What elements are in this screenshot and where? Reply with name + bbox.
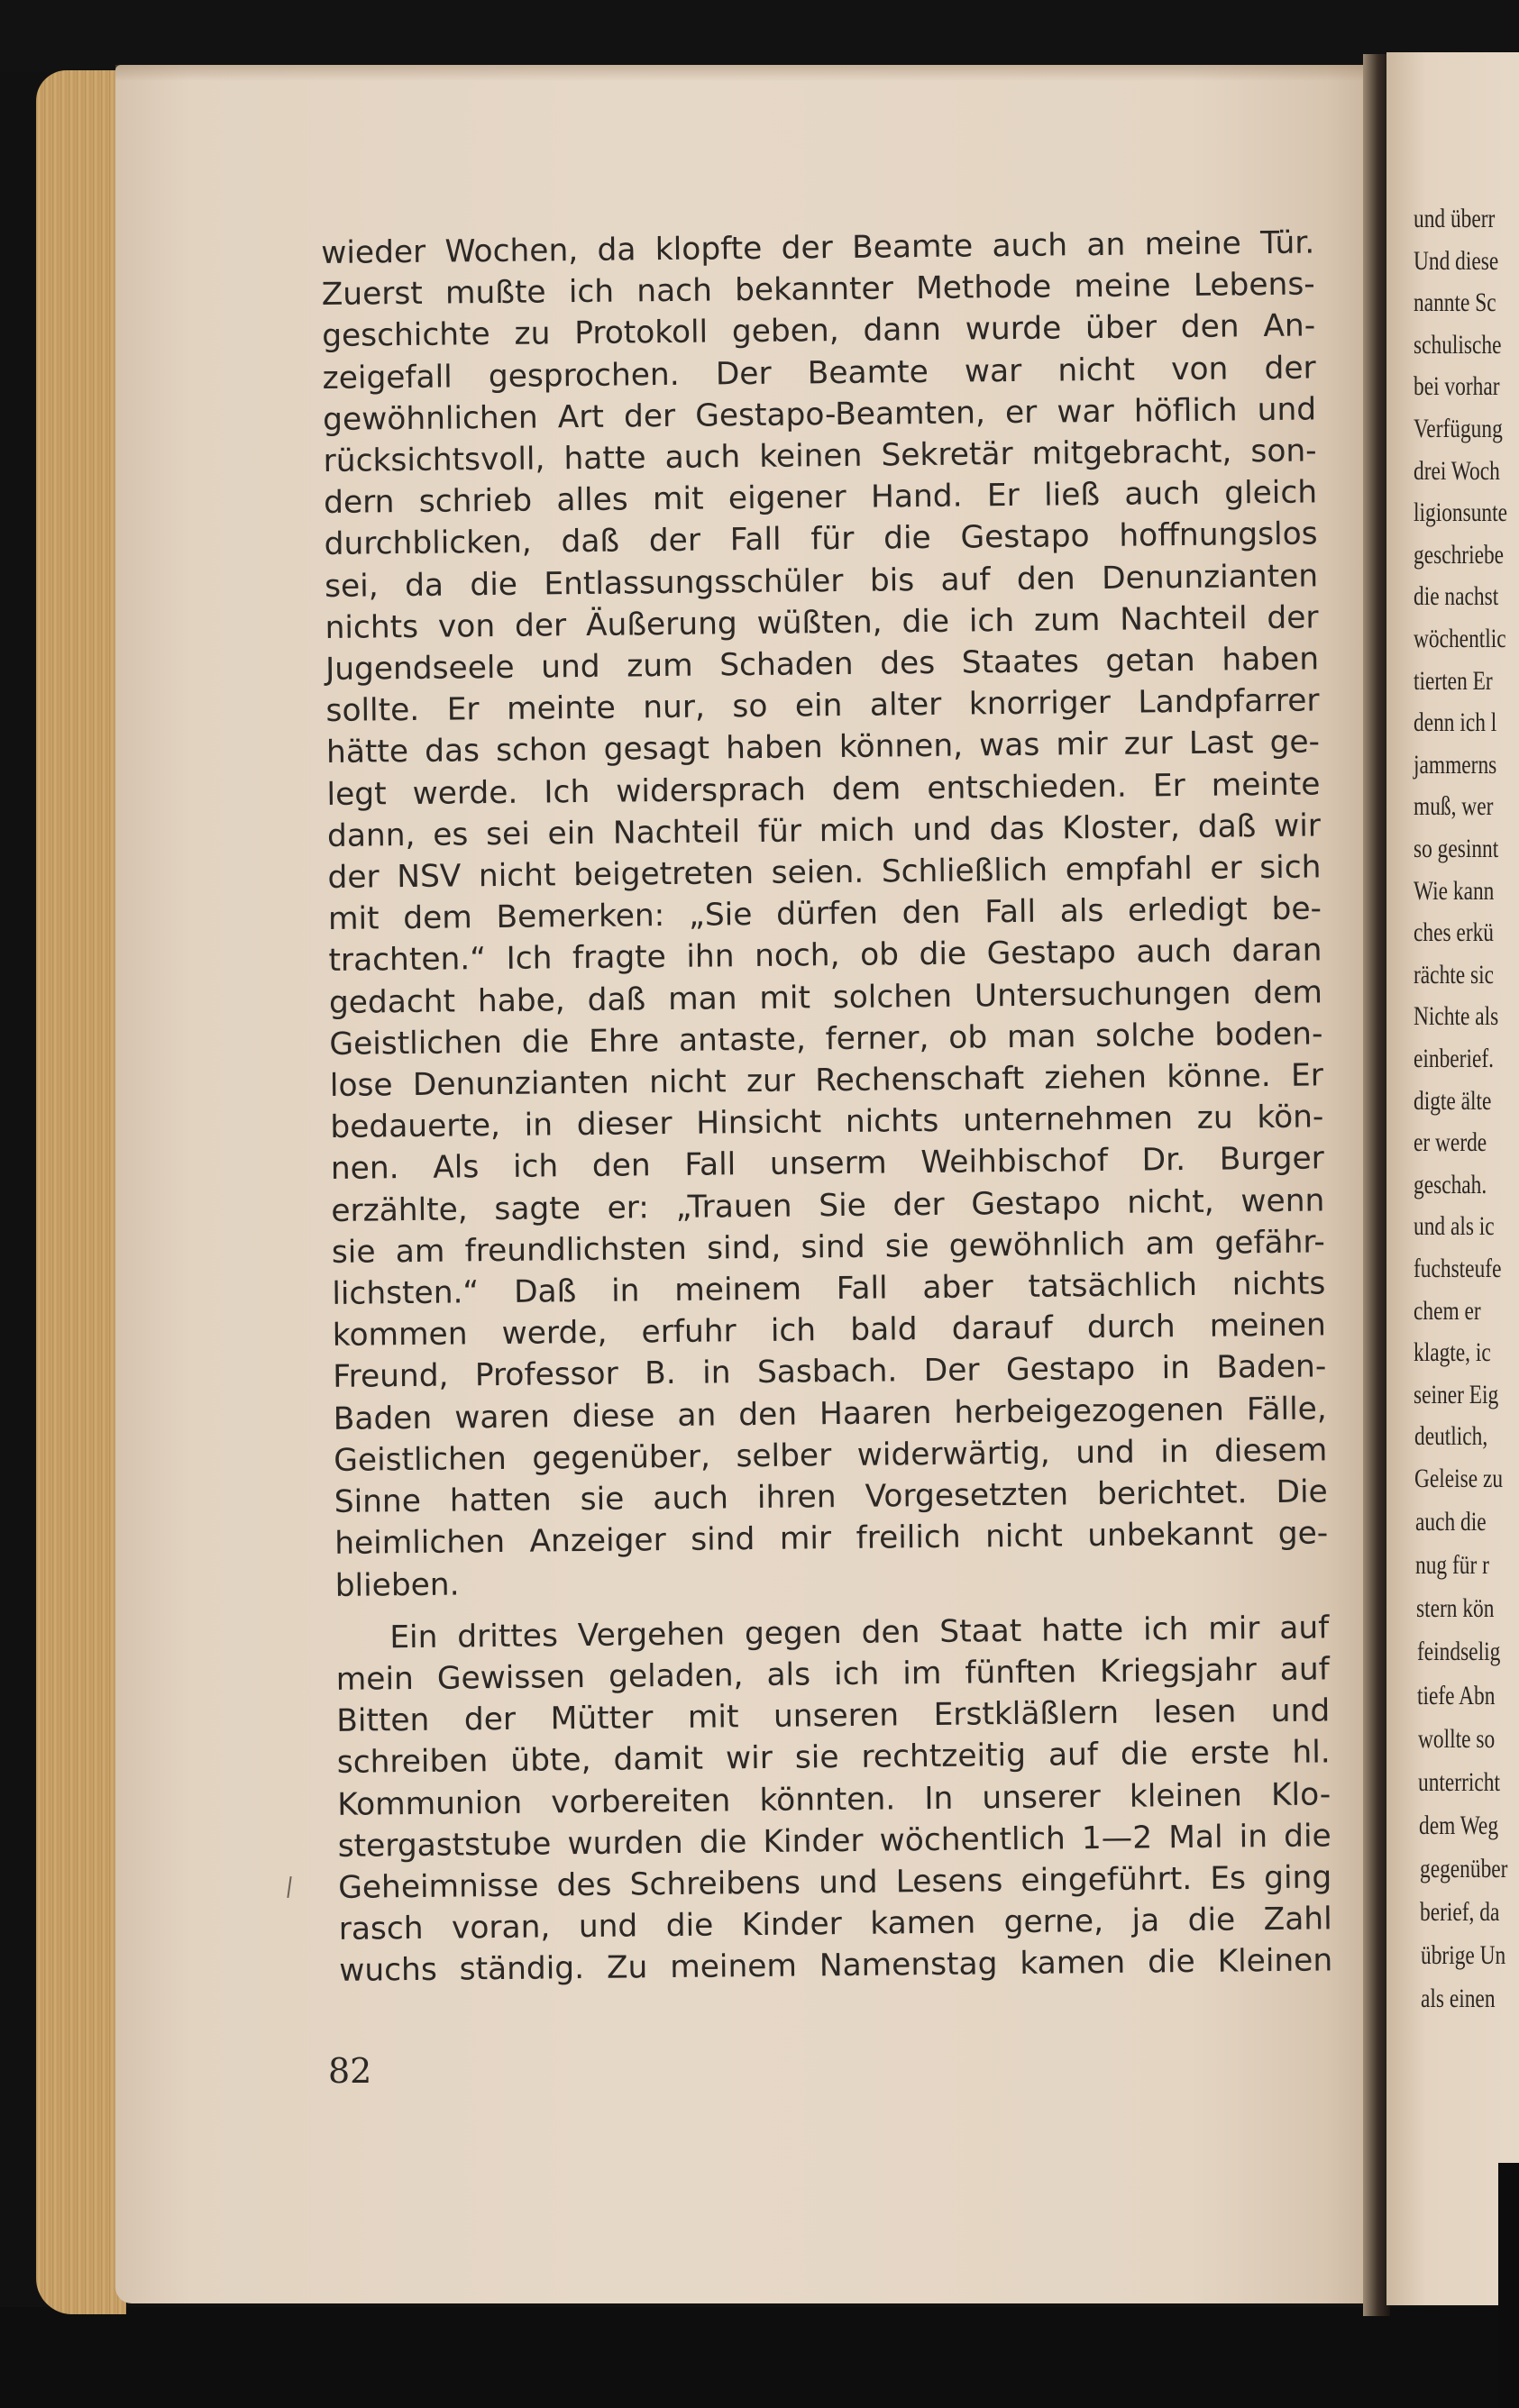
text-line: Baden waren diese an den Haaren herbeigezogenen Fälle, <box>333 1391 1327 1437</box>
text-line: zeigefall gesprochen. Der Beamte war nicht von der <box>322 350 1316 397</box>
text-line: trachten.“ Ich fragte ihn noch, ob die Gestapo auch daran <box>328 932 1322 980</box>
facing-page-line: berief, da <box>1420 1897 1500 1927</box>
text-line: lichsten.“ Daß in meinem Fall aber tatsächlich nichts <box>332 1265 1326 1313</box>
text-line: schreiben übte, damit wir sie rechtzeitig auf die erste hl. <box>336 1734 1331 1782</box>
facing-page-line: ches erkü <box>1414 917 1495 948</box>
facing-page-line: bei vorhar <box>1414 371 1500 402</box>
facing-page-line: Geleise zu <box>1414 1464 1504 1493</box>
facing-page-line: Nichte als <box>1414 1001 1499 1032</box>
text-line: Bitten der Mütter mit unseren Erstkläßlern lesen und <box>336 1692 1331 1740</box>
text-line: gedacht habe, daß man mit solchen Untersuchungen dem <box>328 974 1323 1021</box>
text-line: mit dem Bemerken: „Sie dürfen den Fall als erledigt be- <box>327 890 1322 938</box>
facing-page-line: stern kön <box>1416 1593 1495 1624</box>
facing-page-edge <box>1498 2163 1519 2408</box>
facing-page-line: digte älte <box>1414 1085 1492 1116</box>
text-line: Sinne hatten sie auch ihren Vorgesetzten berichtet. Die <box>334 1473 1328 1521</box>
text-line: Ein drittes Vergehen gegen den Staat hatte ich mir auf <box>389 1610 1330 1656</box>
text-line: geschichte zu Protokoll geben, dann wurde über den An- <box>321 307 1316 355</box>
facing-page-line: übrige Un <box>1420 1940 1506 1971</box>
facing-page-line: feindselig <box>1416 1637 1500 1667</box>
facing-page-line: geschah. <box>1414 1169 1487 1199</box>
facing-page-line: rächte sic <box>1414 959 1495 990</box>
text-line: stergaststube wurden die Kinder wöchentlich 1—2 Mal in die <box>337 1818 1331 1865</box>
facing-page-line: jammerns <box>1414 749 1497 780</box>
facing-page-line: gegenüber <box>1419 1853 1508 1884</box>
text-line: Kommunion vorbereiten könnten. In unserer kleinen Klo- <box>337 1775 1331 1823</box>
facing-page-line: nug für r <box>1415 1550 1490 1581</box>
facing-page-line: fuchsteufe <box>1414 1254 1502 1283</box>
facing-page-line: drei Woch <box>1414 455 1500 486</box>
facing-page-line: dem Weg <box>1419 1810 1499 1840</box>
facing-page-line: und als ic <box>1414 1211 1495 1242</box>
text-line: blieben. <box>334 1565 460 1604</box>
text-line: Freund, Professor B. in Sasbach. Der Gestapo in Baden- <box>333 1348 1327 1396</box>
facing-page-line: als einen <box>1421 1984 1496 2014</box>
body-text <box>321 222 1332 1992</box>
text-line: sollte. Er meinte nur, so ein alter knorriger Landpfarrer <box>325 682 1320 730</box>
facing-page-line: Wie kann <box>1414 875 1495 906</box>
text-line: Jugendseele und zum Schaden des Staates getan haben <box>325 641 1320 689</box>
facing-page-line: deutlich, <box>1414 1421 1487 1452</box>
text-line: wuchs ständig. Zu meinem Namenstag kamen die Kleinen <box>338 1942 1333 1990</box>
background-bottom <box>0 2307 1519 2408</box>
text-line: Zuerst mußte ich nach bekannter Methode meine Lebens- <box>321 266 1315 314</box>
page-edge-stack <box>36 70 126 2314</box>
facing-page-line: schulische <box>1414 329 1502 360</box>
text-line: wieder Wochen, da klopfte der Beamte auch an meine Tür. <box>321 224 1315 271</box>
text-line: Geistlichen die Ehre antaste, ferner, ob man solche boden- <box>329 1016 1323 1063</box>
background-top <box>0 0 1519 72</box>
text-line: erzählte, sagte er: „Trauen Sie der Gestapo nicht, wenn <box>331 1182 1325 1229</box>
text-line: Geheimnisse des Schreibens und Lesens eingeführt. Es ging <box>338 1859 1332 1906</box>
facing-page-line: die nachst <box>1414 581 1499 612</box>
facing-page-line: tierten Er <box>1414 665 1493 696</box>
text-line: nen. Als ich den Fall unserm Weihbischof Dr. Burger <box>330 1140 1325 1188</box>
facing-page-line: auch die <box>1414 1507 1487 1537</box>
facing-page-line: nannte Sc <box>1414 287 1496 318</box>
text-line: hätte das schon gesagt haben können, was mir zur Last ge- <box>325 724 1321 771</box>
facing-page-line: ligionsunte <box>1414 497 1508 528</box>
facing-page-line: und überr <box>1414 204 1496 233</box>
text-line: durchblicken, daß der Fall für die Gestapo hoffnungslos <box>324 515 1318 563</box>
facing-page-line: wöchentlic <box>1414 624 1506 653</box>
paragraph-2 <box>335 1607 1332 1992</box>
text-line: kommen werde, erfuhr ich bald darauf durch meinen <box>332 1307 1326 1354</box>
page-number: 82 <box>328 2051 372 2091</box>
text-line: dern schrieb alles mit eigener Hand. Er ließ auch gleich <box>323 474 1318 522</box>
text-line: dann, es sei ein Nachteil für mich und das Kloster, daß wir <box>326 807 1322 854</box>
text-line: lose Denunzianten nicht zur Rechenschaft ziehen könne. Er <box>329 1057 1324 1105</box>
text-line: rücksichtsvoll, hatte auch keinen Sekretär mitgebracht, son- <box>323 433 1317 480</box>
text-line: sie am freundlichsten sind, sind sie gewöhnlich am gefähr- <box>331 1224 1326 1271</box>
text-line: legt werde. Ich widersprach dem entschieden. Er meinte <box>326 766 1321 813</box>
facing-page-line: er werde <box>1414 1127 1487 1158</box>
facing-page-line: denn ich l <box>1414 707 1497 738</box>
facing-page-line: tiefe Abn <box>1417 1680 1496 1710</box>
text-line: mein Gewissen geladen, als ich im fünften Kriegsjahr auf <box>335 1651 1330 1698</box>
facing-page-line: wollte so <box>1417 1723 1495 1754</box>
page-top-shadow <box>115 65 1377 81</box>
text-line: bedauerte, in dieser Hinsicht nichts unternehmen zu kön- <box>330 1099 1324 1146</box>
facing-page-line: geschriebe <box>1414 539 1505 570</box>
text-line: gewöhnlichen Art der Gestapo-Beamten, er war höflich und <box>322 391 1317 438</box>
facing-page-line: muß, wer <box>1414 791 1494 822</box>
text-line: rasch voran, und die Kinder kamen gerne, ja die Zahl <box>338 1901 1332 1948</box>
facing-page-line: so gesinnt <box>1414 834 1499 863</box>
text-line: sei, da die Entlassungsschüler bis auf den Denunzianten <box>324 558 1319 605</box>
text-line: der NSV nicht beigetreten seien. Schließlich empfahl er sich <box>327 849 1322 897</box>
facing-page-line: Und diese <box>1414 245 1499 276</box>
facing-page-line: unterricht <box>1418 1766 1501 1797</box>
facing-page-line: klagte, ic <box>1414 1337 1491 1368</box>
facing-page-line: einberief. <box>1414 1044 1495 1073</box>
facing-page-line: chem er <box>1414 1295 1481 1326</box>
facing-page <box>1386 52 1519 2305</box>
facing-page-line: seiner Eig <box>1414 1379 1499 1409</box>
text-line: nichts von der Äußerung wüßten, die ich zum Nachteil der <box>325 599 1319 646</box>
text-line: Geistlichen gegenüber, selber widerwärtig, und in diesem <box>334 1432 1328 1479</box>
text-line: heimlichen Anzeiger sind mir freilich nicht unbekannt ge- <box>334 1515 1329 1563</box>
paragraph-1 <box>321 222 1329 1606</box>
facing-page-line: Verfügung <box>1414 414 1503 443</box>
